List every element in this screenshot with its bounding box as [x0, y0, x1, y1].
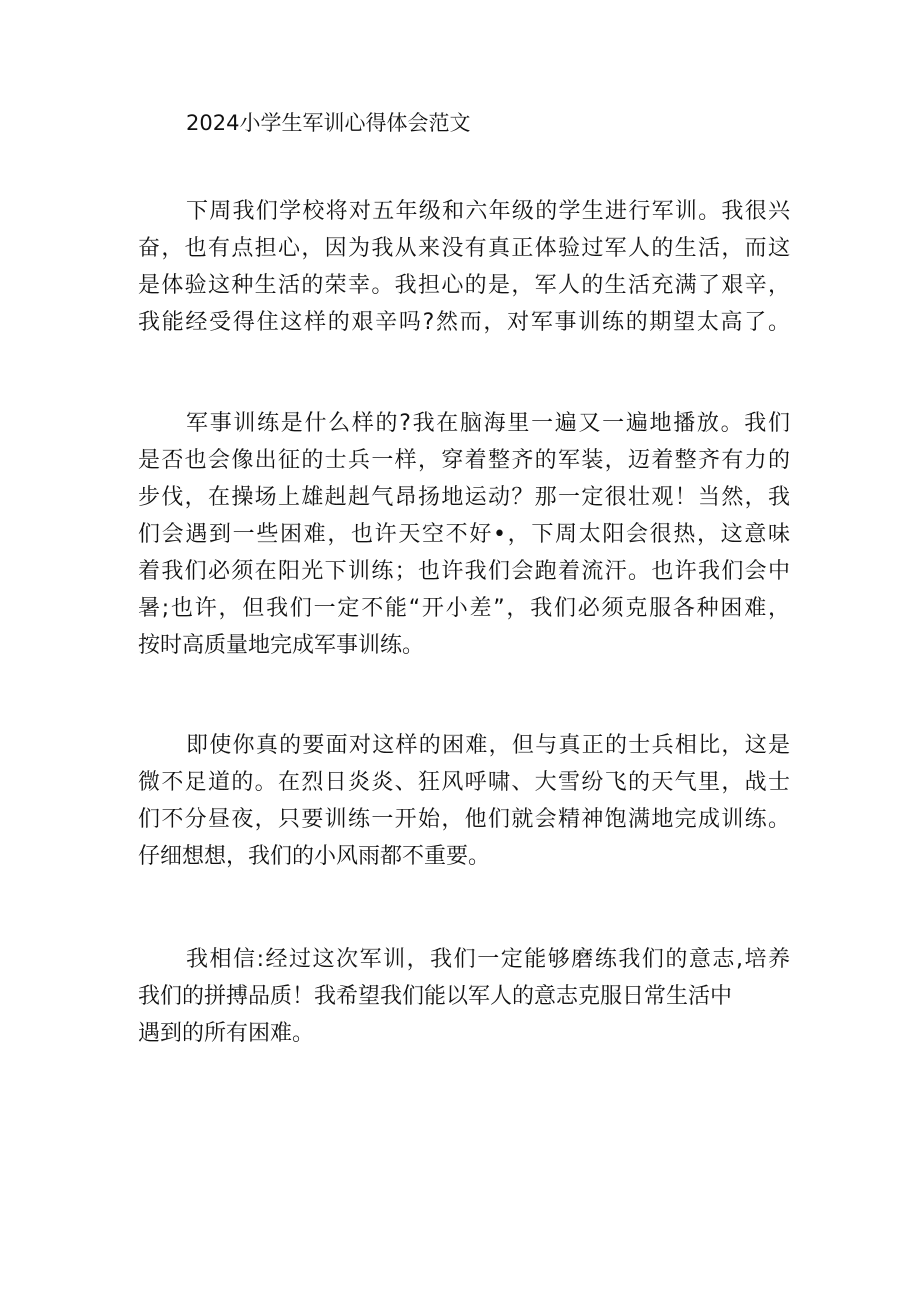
paragraph-line: 们会遇到一些困难，也许天空不好•，下周太阳会很热，这意味 [138, 522, 790, 547]
paragraph-line: 奋，也有点担心，因为我从来没有真正体验过军人的生活，而这 [138, 236, 790, 261]
paragraph-line: 们不分昼夜，只要训练一开始，他们就会精神饱满地完成训练。 [138, 807, 790, 832]
paragraph-3 [138, 727, 790, 875]
paragraph-2 [138, 405, 790, 664]
paragraph-line: 我们的拼搏品质！我希望我们能以军人的意志克服日常生活中 [138, 984, 733, 1009]
paragraph-line: 是体验这种生活的荣幸。我担心的是，军人的生活充满了艰辛， [138, 273, 790, 298]
paragraph-line: 按时高质量地完成军事训练。 [138, 633, 425, 658]
paragraph-line: 下周我们学校将对五年级和六年级的学生进行军训。我很兴 [186, 199, 790, 224]
document-title: 2024小学生军训心得体会范文 [186, 111, 471, 135]
paragraph-4 [138, 941, 790, 1052]
paragraph-line: 遇到的所有困难。 [138, 1021, 315, 1046]
paragraph-line: 即使你真的要面对这样的困难，但与真正的士兵相比，这是 [186, 733, 790, 758]
paragraph-line: 暑;也许，但我们一定不能“开小差”，我们必须克服各种困难， [138, 596, 790, 621]
paragraph-line: 我相信:经过这次军训，我们一定能够磨练我们的意志,培养 [186, 947, 790, 972]
paragraph-1 [138, 193, 790, 341]
paragraph-line: 微不足道的。在烈日炎炎、狂风呼啸、大雪纷飞的天气里，战士 [138, 770, 790, 795]
paragraph-line: 是否也会像出征的士兵一样，穿着整齐的军装，迈着整齐有力的 [138, 448, 790, 473]
paragraph-line: 军事训练是什么样的?我在脑海里一遍又一遍地播放。我们 [186, 411, 790, 436]
paragraph-line: 着我们必须在阳光下训练；也许我们会跑着流汗。也许我们会中 [138, 559, 790, 584]
paragraph-line: 步伐，在操场上雄赳赳气昂扬地运动？那一定很壮观！当然，我 [138, 485, 790, 510]
paragraph-line: 我能经受得住这样的艰辛吗?然而，对军事训练的期望太高了。 [138, 310, 790, 335]
paragraph-line: 仔细想想，我们的小风雨都不重要。 [138, 844, 491, 869]
